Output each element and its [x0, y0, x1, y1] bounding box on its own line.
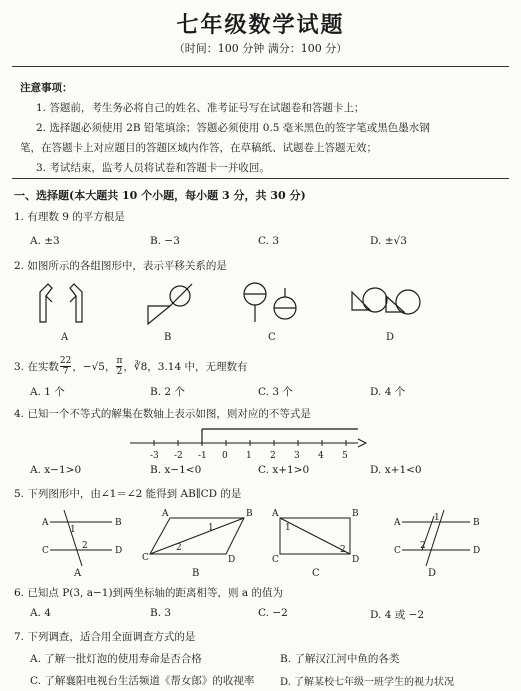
q7-option-d: D. 了解某校七年级一班学生的视力状况 — [280, 677, 455, 688]
q4-option-c: C. x+1>0 — [258, 464, 310, 476]
q4-option-d: D. x+1<0 — [370, 464, 422, 476]
q6-stem: 6. 已知点 P(3, a−1)到两坐标轴的距离相等，则 a 的值为 — [14, 587, 283, 599]
q7-stem: 7. 下列调查，适合用全面调查方式的是 — [14, 631, 196, 643]
q5-fig-d-label-b: B — [473, 518, 480, 528]
q2-figure-d — [352, 288, 420, 314]
q3-fraction-2 — [116, 356, 122, 377]
q5-stem: 5. 下列图形中，由∠1＝∠2 能得到 AB∥CD 的是 — [14, 488, 242, 500]
q5-fig-d-angle-2: 2 — [420, 541, 426, 551]
q3-option-d: D. 4 个 — [370, 386, 406, 398]
q4-stem: 4. 已知一个不等式的解集在数轴上表示如图，则对应的不等式是 — [14, 408, 311, 420]
q2-figures — [30, 280, 500, 330]
q5-label-b: B — [192, 568, 200, 579]
notes-item: 1. 答题前，考生务必将自己的姓名、准考证号写在试题卷和答题卡上； — [36, 102, 365, 114]
page-subtitle: （时间：100 分钟 满分：100 分） — [173, 42, 348, 55]
q3-stem-start: 3. 在实数 — [14, 361, 59, 373]
q3-frac2-den: 2 — [116, 367, 123, 377]
q5-fig-c-label-c: C — [272, 555, 279, 565]
q5-fig-b-label-d: D — [228, 555, 236, 565]
q7-option-c: C. 了解襄阳电视台生活频道《帮女郎》的收视率 — [30, 675, 255, 687]
q4-tick-label: 4 — [318, 451, 324, 461]
notes-item: 2. 选择题必须使用 2B 铅笔填涂；答题必须使用 0.5 毫米黑色的签字笔或黑色墨水钢 — [36, 122, 430, 134]
q4-tick-label: -2 — [174, 451, 183, 461]
q4-tick-label: -1 — [198, 451, 207, 461]
q5-fig-b-label-b: B — [246, 509, 253, 519]
divider-top — [12, 66, 509, 67]
q1-option-a: A. ±3 — [30, 235, 60, 247]
q4-tick-label: 3 — [294, 451, 300, 461]
divider-notes — [12, 178, 509, 179]
q5-fig-b-angle-2: 2 — [176, 543, 182, 553]
q5-fig-d-label-c: C — [394, 546, 401, 556]
q4-tick-label: -3 — [150, 451, 159, 461]
q5-fig-a-label-c: C — [42, 546, 49, 556]
q6-option-a: A. 4 — [30, 607, 51, 619]
q3-stem-mid: ，−√5， — [72, 361, 116, 373]
q5-fig-a-label-d: D — [115, 546, 123, 556]
q1-option-b: B. −3 — [150, 235, 180, 247]
q5-figures — [30, 508, 500, 568]
q4-number-line — [130, 425, 370, 465]
q7-option-a: A. 了解一批灯泡的使用寿命是否合格 — [30, 653, 202, 665]
q5-fig-c-label-a: A — [272, 509, 279, 519]
q3-stem — [14, 356, 248, 377]
q3-stem-end: ，∛8，3.14 中，无理数有 — [123, 361, 248, 373]
q5-fig-c-label-b: B — [352, 509, 359, 519]
q1-option-c: C. 3 — [258, 235, 280, 247]
q5-label-d: D — [428, 568, 437, 579]
q3-option-a: A. 1 个 — [30, 386, 65, 398]
q5-fig-b-angle-1: 1 — [208, 523, 214, 533]
q5-label-c: C — [312, 568, 320, 579]
q5-fig-c-angle-1: 1 — [285, 523, 291, 533]
q4-tick-label: 1 — [246, 451, 252, 461]
q3-frac1-den: 7 — [62, 367, 69, 377]
q4-option-b: B. x−1<0 — [150, 464, 202, 476]
q2-stem: 2. 如图所示的各组图形中，表示平移关系的是 — [14, 260, 227, 272]
q5-fig-b-label-c: C — [142, 553, 149, 563]
q5-fig-c-angle-2: 2 — [340, 545, 346, 555]
q7-option-b: B. 了解汉江河中鱼的各类 — [280, 653, 400, 665]
q5-fig-a-label-a: A — [42, 518, 49, 528]
q5-fig-c-label-d: D — [352, 555, 360, 565]
section-heading: 一、选择题(本大题共 10 个小题，每小题 3 分，共 30 分) — [14, 189, 306, 202]
q5-label-a: A — [74, 568, 82, 579]
q3-fraction-1 — [60, 356, 71, 377]
q2-label-a: A — [61, 332, 69, 343]
notes-item: 3. 考试结束，监考人员将试卷和答题卡一并收回。 — [36, 162, 270, 174]
q6-option-b: B. 3 — [150, 607, 172, 619]
q1-option-d: D. ±√3 — [370, 235, 407, 247]
notes-item: 笔，在答题卡上对应题目的答题区域内作答，在草稿纸、试题卷上答题无效； — [20, 142, 377, 154]
page-title: 七年级数学试题 — [176, 12, 345, 38]
q2-figure-c — [244, 283, 296, 322]
q2-label-c: C — [268, 332, 276, 343]
q5-fig-d-label-a: A — [394, 518, 401, 528]
q5-fig-b-label-a: A — [162, 509, 169, 519]
q6-option-d: D. 4 或 −2 — [370, 609, 425, 621]
q5-fig-a-angle-1: 1 — [70, 525, 76, 535]
q2-label-b: B — [164, 332, 172, 343]
q2-label-d: D — [386, 332, 395, 343]
q6-option-c: C. −2 — [258, 607, 288, 619]
q5-fig-a-angle-2: 2 — [82, 541, 88, 551]
q4-tick-label: 0 — [222, 451, 228, 461]
q4-option-a: A. x−1>0 — [30, 464, 82, 476]
q2-figure-b — [148, 284, 192, 324]
notes-block — [20, 78, 430, 178]
q5-fig-a-label-b: B — [115, 518, 122, 528]
notes-heading: 注意事项： — [20, 82, 73, 94]
q3-option-b: B. 2 个 — [150, 386, 185, 398]
q3-frac2-num: π — [116, 356, 123, 366]
q1-stem: 1. 有理数 9 的平方根是 — [14, 211, 125, 223]
q5-fig-d-angle-1: 1 — [434, 513, 440, 523]
q4-tick-label: 2 — [270, 451, 276, 461]
q3-frac1-num: 22 — [59, 356, 72, 366]
q4-tick-label: 5 — [342, 451, 348, 461]
q3-option-c: C. 3 个 — [258, 386, 293, 398]
q5-fig-d-label-d: D — [473, 546, 481, 556]
q2-figure-a — [40, 284, 82, 322]
